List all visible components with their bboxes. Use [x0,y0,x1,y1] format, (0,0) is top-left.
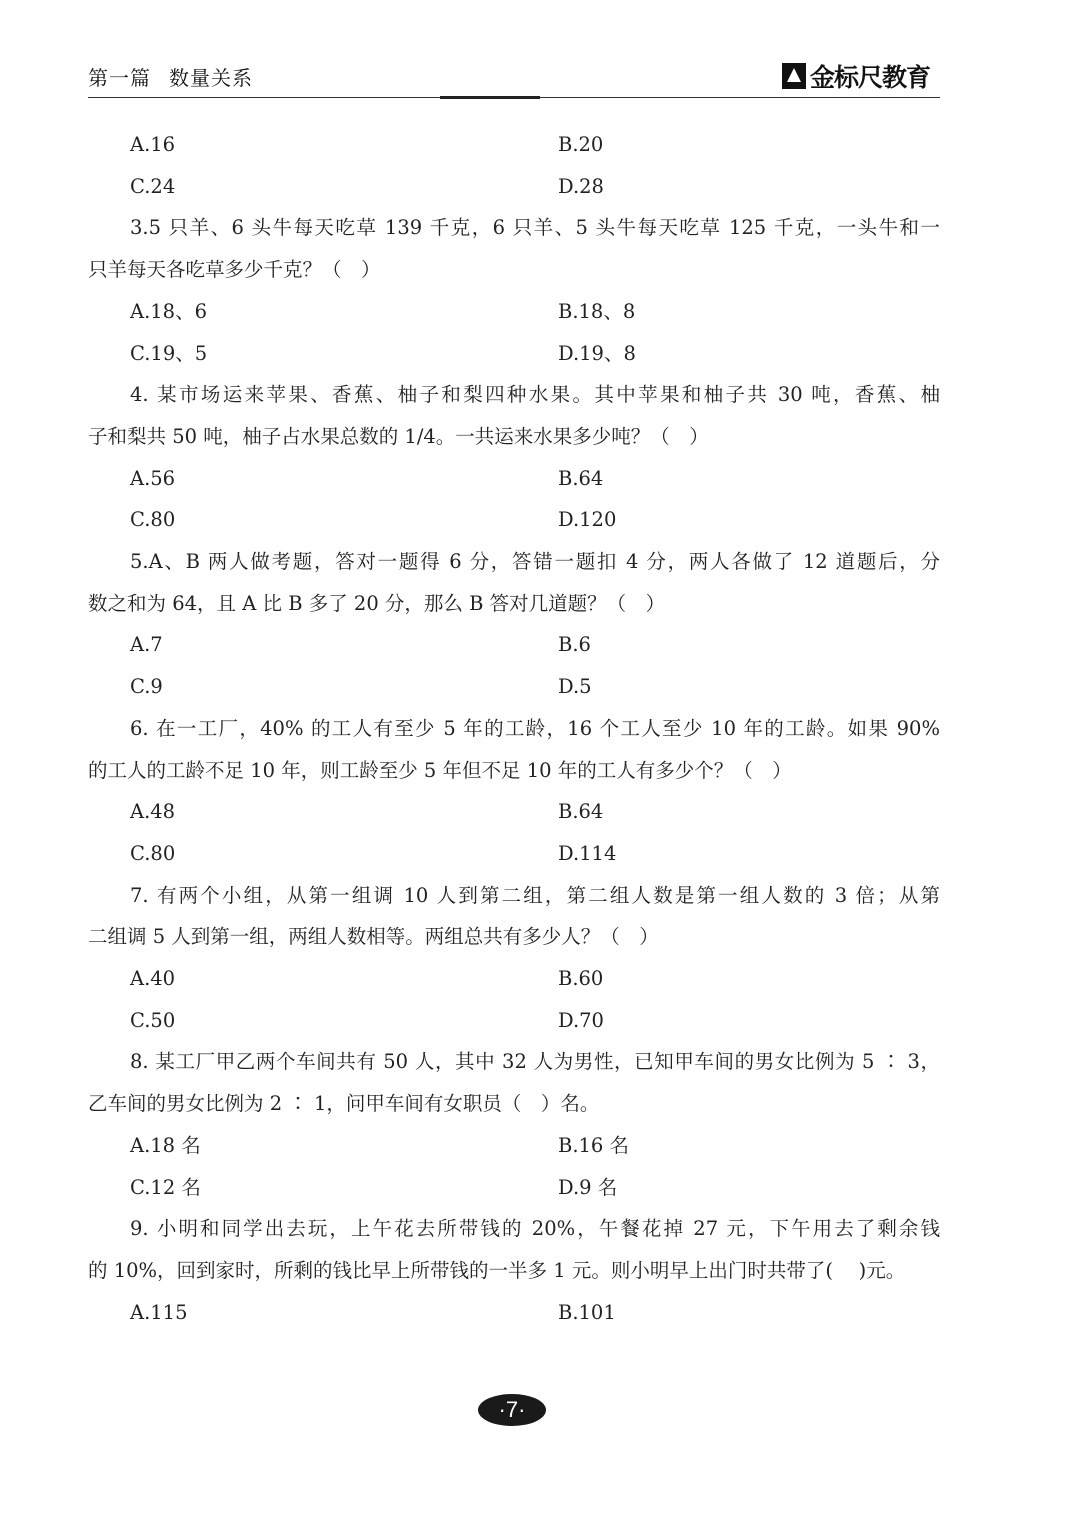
question-text-continued: 二组调 5 人到第一组，两组人数相等。两组总共有多少人？（ ） [88,925,659,949]
question-text: 4. 某市场运来苹果、香蕉、柚子和梨四种水果。其中苹果和柚子共 30 吨，香蕉、柚 [130,383,940,407]
logo-icon [782,63,806,89]
option-text: D.114 [558,841,617,865]
header-rule-accent [440,96,540,99]
option-text: A.7 [130,633,163,657]
option-text: C.80 [130,841,176,865]
option-text: A.48 [130,800,176,824]
question-text: 7. 有两个小组，从第一组调 10 人到第二组，第二组人数是第一组人数的 3 倍；从第 [130,883,940,907]
option-text: B.64 [558,466,604,490]
option-text: D.28 [558,174,604,198]
question-text-continued: 数之和为 64，且 A 比 B 多了 20 分，那么 B 答对几道题？（ ） [88,591,666,615]
question-text-continued: 子和梨共 50 吨，柚子占水果总数的 1/4。一共运来水果多少吨？（ ） [88,424,709,448]
option-text: B.18、8 [558,299,636,323]
question-text-continued: 的工人的工龄不足 10 年，则工龄至少 5 年但不足 10 年的工人有多少个？（ ） [88,758,792,782]
question-text: 5.A、B 两人做考题，答对一题得 6 分，答错一题扣 4 分，两人各做了 12 道题后，分 [130,550,940,573]
option-text: C.24 [130,174,176,198]
option-text: A.16 [130,133,176,156]
question-text-continued: 乙车间的男女比例为 2 ∶ 1，问甲车间有女职员（ ）名。 [88,1092,600,1116]
option-text: B.64 [558,800,604,824]
option-text: D.19、8 [558,341,636,365]
option-text: D.120 [558,508,617,532]
question-text: 9. 小明和同学出去玩，上午花去所带钱的 20%，午餐花掉 27 元，下午用去了剩余钱 [130,1217,940,1241]
option-text: B.16 名 [558,1133,630,1157]
option-text: D.70 [558,1008,604,1032]
logo-text: 金标尺教育 [810,63,931,92]
option-text: A.115 [130,1300,188,1324]
running-header [88,62,253,91]
option-text: B.6 [558,633,591,657]
option-text: C.9 [130,675,163,699]
option-text: D.5 [558,675,592,699]
option-text: A.18、6 [130,299,208,323]
option-text: B.101 [558,1300,616,1324]
option-text: A.56 [130,466,176,490]
option-text: C.80 [130,508,176,532]
question-text: 6. 在一工厂，40% 的工人有至少 5 年的工龄，16 个工人至少 10 年的工龄。如果 90% [130,716,940,740]
option-text: C.12 名 [130,1175,201,1199]
part-title: 第一篇 [88,66,151,90]
question-text: 3.5 只羊、6 头牛每天吃草 139 千克，6 只羊、5 头牛每天吃草 125 千克，一头牛和一 [130,216,940,240]
option-text: A.18 名 [130,1133,201,1157]
option-text: D.9 名 [558,1175,618,1199]
publisher-logo [782,58,930,94]
option-text: B.20 [558,133,604,156]
question-text: 8. 某工厂甲乙两个车间共有 50 人，其中 32 人为男性，已知甲车间的男女比例为 5 ∶ 3， [130,1050,940,1074]
option-text: B.60 [558,967,604,990]
question-text-continued: 的 10%，回到家时，所剩的钱比早上所带钱的一半多 1 元。则小明早上出门时共带了( )元。 [88,1258,906,1282]
page-number: ·7· [478,1394,546,1426]
option-text: C.50 [130,1008,176,1032]
option-text: C.19、5 [130,341,208,365]
question-text-continued: 只羊每天各吃草多少千克？（ ） [88,258,381,282]
option-text: A.40 [130,967,176,990]
chapter-title: 数量关系 [169,66,253,90]
